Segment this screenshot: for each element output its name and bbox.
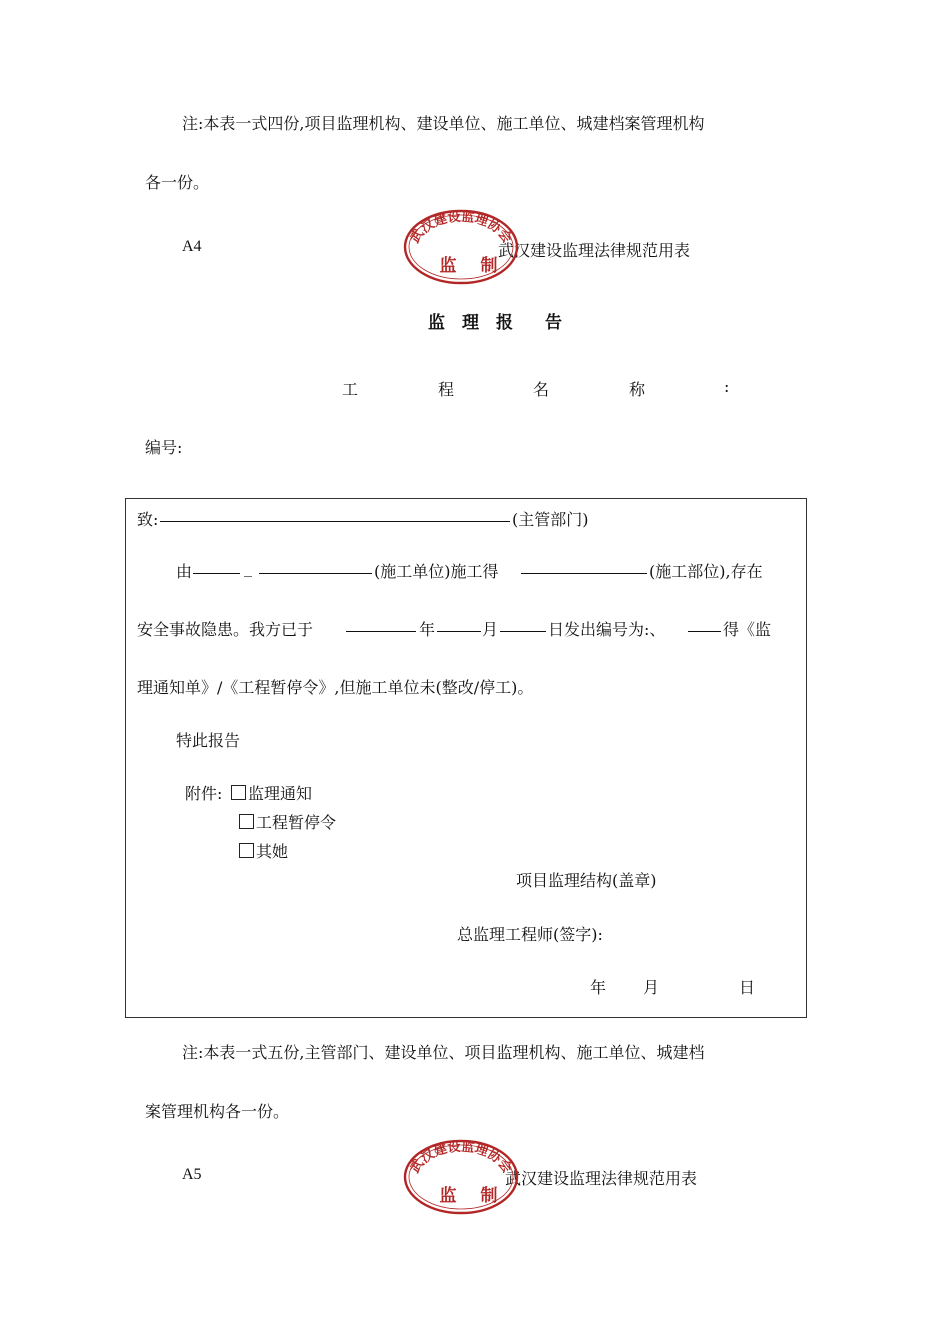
- attach-label: 附件:: [185, 784, 223, 803]
- to-blank[interactable]: [160, 507, 510, 522]
- seal-ring-text: 武汉建设监理协会: [407, 1139, 515, 1177]
- checkbox-icon[interactable]: [231, 785, 246, 800]
- bottom-note-line1: 注:本表一式五份,主管部门、建设单位、项目监理机构、施工单位、城建档: [182, 1043, 705, 1062]
- attachment-other[interactable]: [239, 839, 288, 862]
- project-name-char-3: 名: [533, 380, 550, 399]
- day-blank[interactable]: [500, 617, 546, 632]
- footer-caption: 武汉建设监理法律规范用表: [505, 1169, 698, 1188]
- unit-blank-a[interactable]: [193, 559, 240, 574]
- top-note-line1: 注:本表一式四份,项目监理机构、建设单位、施工单位、城建档案管理机构: [182, 114, 705, 133]
- line1-prefix: 由: [176, 562, 193, 581]
- month-blank[interactable]: [437, 617, 481, 632]
- project-name-char-4: 称: [629, 380, 646, 399]
- unit-blank-b[interactable]: [259, 559, 372, 574]
- seal-center-right: 制: [480, 1186, 498, 1206]
- checkbox-icon[interactable]: [239, 843, 254, 858]
- org-seal-label: 项目监理结构(盖章): [516, 871, 657, 890]
- form-caption: 武汉建设监理法律规范用表: [498, 241, 691, 260]
- date-month: 月: [643, 978, 660, 997]
- seal-center-right: 制: [480, 256, 498, 276]
- date-day: 日: [739, 978, 756, 997]
- svg-text:武汉建设监理协会: [407, 209, 515, 246]
- line2-year: 年: [419, 620, 436, 639]
- unit-blank-gap: _: [244, 558, 252, 577]
- to-label: 致:: [137, 510, 159, 529]
- line2-de: 得《监: [723, 620, 772, 639]
- year-blank[interactable]: [346, 617, 416, 632]
- number-label: 编号:: [145, 438, 183, 457]
- report-text: 特此报告: [176, 731, 241, 750]
- line2-text: 安全事故隐患。我方已于: [137, 620, 314, 639]
- attachment-other-label: 其她: [256, 842, 289, 861]
- notice-number-blank[interactable]: [688, 617, 721, 632]
- attachment-notice-label: 监理通知: [248, 784, 313, 803]
- attachment-stop-order-label: 工程暂停令: [256, 813, 337, 832]
- line3-text: 理通知单》/《工程暂停令》,但施工单位未(整改/停工)。: [137, 678, 534, 697]
- date-year: 年: [590, 978, 607, 997]
- part-blank[interactable]: [521, 559, 647, 574]
- attachment-notice[interactable]: [231, 781, 312, 804]
- seal-center-left: 监: [439, 256, 457, 276]
- attachment-stop-order[interactable]: [239, 810, 336, 833]
- bottom-note-line2: 案管理机构各一份。: [145, 1102, 290, 1121]
- line1-part: (施工部位),存在: [649, 562, 763, 581]
- project-name-char-1: 工: [342, 380, 359, 399]
- svg-text:武汉建设监理协会: [407, 1139, 515, 1176]
- line1-unit: (施工单位)施工得: [374, 562, 499, 581]
- official-seal: [402, 1138, 520, 1216]
- seal-ring-text: 武汉建设监理协会: [407, 209, 515, 247]
- chief-sign-label: 总监理工程师(签字):: [457, 925, 603, 944]
- title-char-4: 告: [545, 313, 562, 333]
- seal-center-left: 监: [439, 1186, 457, 1206]
- project-name-colon: :: [724, 377, 730, 396]
- line2-month: 月: [482, 620, 499, 639]
- title-char-1: 监: [428, 313, 445, 333]
- title-char-2: 理: [462, 313, 479, 333]
- line2-day-text: 日发出编号为:、: [548, 620, 666, 639]
- official-seal: [402, 208, 520, 286]
- top-note-line2: 各一份。: [145, 173, 210, 192]
- project-name-char-2: 程: [438, 380, 455, 399]
- footer-code: A5: [182, 1166, 202, 1183]
- checkbox-icon[interactable]: [239, 814, 254, 829]
- title-char-3: 报: [496, 313, 513, 333]
- to-suffix: (主管部门): [512, 510, 589, 529]
- form-code: A4: [182, 238, 202, 255]
